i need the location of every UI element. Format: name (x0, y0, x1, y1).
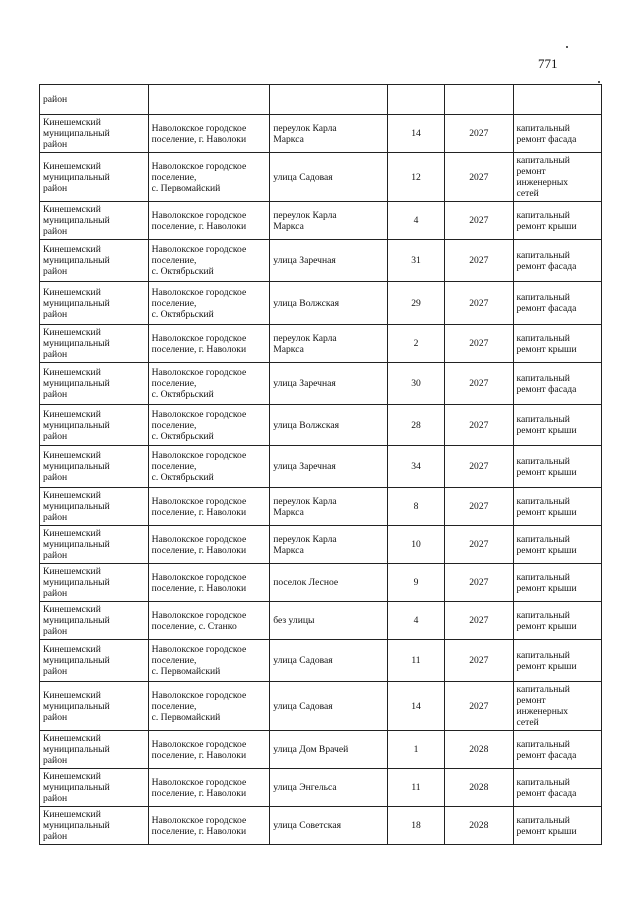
house-number-cell (387, 405, 444, 446)
street-cell (270, 282, 388, 325)
street-cell (270, 446, 388, 488)
year-cell-text: 2027 (469, 419, 489, 431)
year-cell-text: 2027 (469, 577, 489, 588)
house-number-cell-text: 12 (411, 171, 421, 183)
settlement-cell-text: Наволокское городское поселение, с. Первомайский (151, 160, 247, 194)
work-type-cell (513, 446, 602, 488)
district-cell (40, 640, 149, 682)
work-type-cell (513, 405, 602, 446)
street-cell (270, 405, 388, 446)
work-type-cell-text: капитальный ремонт фасада (516, 122, 577, 145)
year-cell-text: 2027 (469, 539, 489, 550)
district-cell (40, 564, 149, 602)
district-cell-text: Кинешемский муниципальный район (43, 204, 110, 237)
district-cell-text: Кинешемский муниципальный район (43, 644, 110, 677)
district-cell-text: Кинешемский муниципальный район (43, 733, 110, 766)
district-cell-text: Кинешемский муниципальный район (43, 809, 110, 842)
house-number-cell (387, 202, 444, 240)
street-cell-text: без улицы (273, 615, 315, 626)
year-cell (445, 405, 513, 446)
house-number-cell (387, 325, 444, 363)
district-cell (40, 602, 149, 640)
repair-schedule-table (39, 84, 602, 845)
house-number-cell-text: 18 (411, 820, 421, 831)
settlement-cell-text: Наволокское городское поселение, г. Наволоки (151, 533, 247, 556)
table-row (40, 405, 602, 446)
table-row (40, 115, 602, 153)
year-cell (445, 564, 513, 602)
house-number-cell (387, 446, 444, 488)
table-row (40, 240, 602, 282)
work-type-cell-text: капитальный ремонт инженерных сетей (516, 155, 570, 199)
year-cell-text: 2027 (469, 615, 489, 626)
street-cell-text: улица Дом Врачей (273, 744, 349, 755)
street-cell (270, 564, 388, 602)
district-cell (40, 731, 149, 769)
settlement-cell (148, 153, 270, 202)
year-cell (445, 202, 513, 240)
district-cell (40, 153, 149, 202)
house-number-cell-text: 2 (413, 338, 419, 349)
house-number-cell-text: 1 (413, 744, 419, 755)
settlement-cell (148, 363, 270, 405)
table-row (40, 526, 602, 564)
house-number-cell-text: 29 (411, 297, 421, 309)
street-cell-text: улица Заречная (273, 461, 336, 472)
year-cell (445, 769, 513, 807)
year-cell-text: 2027 (469, 655, 489, 666)
district-cell-text: Кинешемский муниципальный район (43, 566, 110, 599)
settlement-cell (148, 526, 270, 564)
table-row (40, 807, 602, 845)
work-type-cell-text: капитальный ремонт крыши (516, 332, 577, 355)
house-number-cell (387, 363, 444, 405)
district-cell (40, 488, 149, 526)
work-type-cell (513, 564, 602, 602)
street-cell-text: переулок Карла Маркса (273, 533, 337, 556)
settlement-cell-text: Наволокское городское поселение, г. Наволоки (151, 738, 247, 761)
settlement-cell (148, 325, 270, 363)
street-cell (270, 240, 388, 282)
settlement-cell (148, 115, 270, 153)
district-cell (40, 807, 149, 845)
district-cell-text: Кинешемский муниципальный район (43, 771, 110, 804)
house-number-cell (387, 240, 444, 282)
house-number-cell-text: 14 (411, 700, 421, 712)
house-number-cell (387, 282, 444, 325)
year-cell (445, 488, 513, 526)
house-number-cell (387, 602, 444, 640)
house-number-cell-text: 34 (411, 461, 421, 472)
work-type-cell-text: капитальный ремонт крыши (516, 814, 577, 837)
year-cell (445, 282, 513, 325)
work-type-cell-text: капитальный ремонт фасада (516, 292, 577, 314)
table-row (40, 564, 602, 602)
street-cell (270, 202, 388, 240)
district-cell (40, 325, 149, 363)
work-type-cell (513, 153, 602, 202)
house-number-cell (387, 807, 444, 845)
district-cell (40, 769, 149, 807)
district-cell: район (40, 85, 149, 115)
settlement-cell (148, 682, 270, 731)
year-cell (445, 731, 513, 769)
year-cell (445, 363, 513, 405)
street-cell-text: поселок Лесное (273, 577, 339, 588)
settlement-cell-text: Наволокское городское поселение, г. Наволоки (151, 571, 247, 594)
district-cell-text: Кинешемский муниципальный район (43, 160, 110, 194)
settlement-cell-text: Наволокское городское поселение, с. Октябрьский (151, 286, 247, 320)
work-type-cell-text: капитальный ремонт крыши (516, 455, 577, 478)
district-cell (40, 682, 149, 731)
district-cell-text: Кинешемский муниципальный район (43, 244, 110, 277)
house-number-cell (387, 640, 444, 682)
house-number-cell-text: 11 (411, 782, 421, 793)
house-number-cell (387, 85, 444, 115)
settlement-cell (148, 564, 270, 602)
street-cell-text: переулок Карла Маркса (273, 332, 337, 355)
settlement-cell-text: Наволокское городское поселение, г. Наволоки (151, 776, 247, 799)
street-cell-text: улица Заречная (273, 255, 336, 266)
street-cell (270, 769, 388, 807)
house-number-cell-text: 31 (411, 255, 421, 266)
table-row (40, 769, 602, 807)
year-cell-text: 2027 (469, 128, 489, 139)
street-cell (270, 325, 388, 363)
district-cell (40, 240, 149, 282)
table-row (40, 363, 602, 405)
street-cell-text: улица Энгельса (273, 782, 337, 793)
district-cell (40, 202, 149, 240)
settlement-cell (148, 769, 270, 807)
year-cell (445, 240, 513, 282)
settlement-cell-text: Наволокское городское поселение, г. Наволоки (151, 332, 247, 355)
settlement-cell-text: Наволокское городское поселение, с. Станко (151, 609, 247, 632)
street-cell-text: улица Советская (273, 820, 341, 831)
district-cell (40, 363, 149, 405)
year-cell-text: 2027 (469, 297, 489, 309)
district-cell (40, 446, 149, 488)
settlement-cell-text: Наволокское городское поселение, с. Октябрьский (151, 408, 247, 442)
street-cell (270, 807, 388, 845)
work-type-cell (513, 325, 602, 363)
year-cell-text: 2027 (469, 338, 489, 349)
house-number-cell-text: 9 (413, 577, 419, 588)
continued-row (40, 85, 602, 115)
settlement-cell-text: Наволокское городское поселение, с. Октябрьский (151, 450, 247, 483)
work-type-cell (513, 85, 602, 115)
settlement-cell (148, 405, 270, 446)
house-number-cell (387, 115, 444, 153)
settlement-cell (148, 202, 270, 240)
settlement-cell-text: Наволокское городское поселение, г. Наволоки (151, 122, 247, 145)
settlement-cell (148, 807, 270, 845)
street-cell (270, 731, 388, 769)
house-number-cell-text: 28 (411, 419, 421, 431)
work-type-cell-text: капитальный ремонт крыши (516, 571, 577, 594)
work-type-cell (513, 640, 602, 682)
district-cell-text: Кинешемский муниципальный район (43, 490, 110, 523)
year-cell-text: 2027 (469, 171, 489, 183)
year-cell (445, 446, 513, 488)
settlement-cell (148, 640, 270, 682)
work-type-cell-text: капитальный ремонт фасада (516, 372, 577, 395)
district-cell-text: Кинешемский муниципальный район (43, 286, 110, 320)
district-cell (40, 115, 149, 153)
work-type-cell-text: капитальный ремонт крыши (516, 495, 577, 518)
street-cell (270, 115, 388, 153)
district-cell-text: Кинешемский муниципальный район (43, 528, 110, 561)
year-cell (445, 85, 513, 115)
settlement-cell-text: Наволокское городское поселение, с. Октябрьский (151, 244, 247, 277)
year-cell (445, 526, 513, 564)
settlement-cell-text: Наволокское городское поселение, с. Первомайский (151, 644, 247, 677)
work-type-cell-text: капитальный ремонт крыши (516, 414, 577, 436)
work-type-cell-text: капитальный ремонт крыши (516, 209, 577, 232)
street-cell-text: улица Садовая (273, 655, 333, 666)
work-type-cell (513, 202, 602, 240)
work-type-cell (513, 115, 602, 153)
year-cell (445, 115, 513, 153)
street-cell-text: улица Волжская (273, 297, 340, 309)
work-type-cell (513, 488, 602, 526)
page-number: 771 (538, 56, 558, 71)
house-number-cell-text: 4 (413, 215, 419, 226)
table-row (40, 682, 602, 731)
street-cell-text: улица Волжская (273, 419, 340, 431)
house-number-cell-text: 4 (413, 615, 419, 626)
year-cell (445, 325, 513, 363)
work-type-cell (513, 682, 602, 731)
street-cell-text: переулок Карла Маркса (273, 122, 337, 145)
house-number-cell-text: 14 (411, 128, 421, 139)
settlement-cell (148, 446, 270, 488)
street-cell (270, 363, 388, 405)
street-cell-text: переулок Карла Маркса (273, 495, 337, 518)
work-type-cell (513, 282, 602, 325)
settlement-cell-text: Наволокское городское поселение, г. Наволоки (151, 495, 247, 518)
street-cell-text: улица Садовая (273, 171, 333, 183)
street-cell (270, 488, 388, 526)
settlement-cell-text: Наволокское городское поселение, г. Наволоки (151, 814, 247, 837)
work-type-cell-text: капитальный ремонт крыши (516, 533, 577, 556)
house-number-cell-text: 10 (411, 539, 421, 550)
district-cell-text: Кинешемский муниципальный район (43, 604, 110, 637)
district-cell-text: Кинешемский муниципальный район (43, 450, 110, 483)
settlement-cell (148, 731, 270, 769)
house-number-cell (387, 682, 444, 731)
table-row (40, 446, 602, 488)
street-cell-text: улица Садовая (273, 700, 333, 712)
year-cell-text: 2028 (469, 744, 489, 755)
table-row (40, 488, 602, 526)
settlement-cell-text: Наволокское городское поселение, с. Первомайский (151, 689, 247, 723)
scan-speck (598, 81, 600, 83)
work-type-cell (513, 526, 602, 564)
table-row (40, 282, 602, 325)
table-row (40, 202, 602, 240)
year-cell (445, 153, 513, 202)
work-type-cell (513, 769, 602, 807)
street-cell (270, 85, 388, 115)
settlement-cell-text: Наволокское городское поселение, г. Наволоки (151, 209, 247, 232)
street-cell (270, 153, 388, 202)
district-cell-text: Кинешемский муниципальный район (43, 408, 110, 442)
house-number-cell (387, 153, 444, 202)
settlement-cell (148, 85, 270, 115)
table-body (40, 85, 602, 845)
year-cell-text: 2028 (469, 782, 489, 793)
work-type-cell (513, 602, 602, 640)
house-number-cell (387, 769, 444, 807)
work-type-cell-text: капитальный ремонт инженерных сетей (516, 684, 570, 728)
work-type-cell-text: капитальный ремонт фасада (516, 738, 577, 761)
house-number-cell (387, 526, 444, 564)
street-cell-text: улица Заречная (273, 378, 336, 389)
district-cell-text: Кинешемский муниципальный район (43, 327, 110, 360)
house-number-cell-text: 11 (411, 655, 421, 666)
settlement-cell-text: Наволокское городское поселение, с. Октябрьский (151, 367, 247, 400)
house-number-cell-text: 30 (411, 378, 421, 389)
street-cell (270, 602, 388, 640)
work-type-cell (513, 240, 602, 282)
work-type-cell-text: капитальный ремонт крыши (516, 649, 577, 672)
work-type-cell-text: капитальный ремонт крыши (516, 609, 577, 632)
district-cell (40, 405, 149, 446)
year-cell (445, 682, 513, 731)
street-cell (270, 682, 388, 731)
settlement-cell (148, 282, 270, 325)
year-cell-text: 2027 (469, 215, 489, 226)
street-cell-text: переулок Карла Маркса (273, 209, 337, 232)
year-cell-text: 2028 (469, 820, 489, 831)
table-row (40, 640, 602, 682)
year-cell-text: 2027 (469, 700, 489, 712)
work-type-cell (513, 731, 602, 769)
year-cell-text: 2027 (469, 461, 489, 472)
table-row (40, 325, 602, 363)
year-cell (445, 640, 513, 682)
year-cell-text: 2027 (469, 501, 489, 512)
year-cell (445, 807, 513, 845)
year-cell-text: 2027 (469, 378, 489, 389)
year-cell-text: 2027 (469, 255, 489, 266)
house-number-cell (387, 731, 444, 769)
table-row (40, 602, 602, 640)
year-cell (445, 602, 513, 640)
street-cell (270, 640, 388, 682)
settlement-cell (148, 488, 270, 526)
district-cell-text: Кинешемский муниципальный район (43, 689, 110, 723)
work-type-cell-text: капитальный ремонт фасада (516, 249, 577, 272)
house-number-cell-text: 8 (413, 501, 419, 512)
district-cell (40, 526, 149, 564)
house-number-cell (387, 488, 444, 526)
district-cell-text: Кинешемский муниципальный район (43, 367, 110, 400)
settlement-cell (148, 240, 270, 282)
district-cell-text: Кинешемский муниципальный район (43, 117, 110, 150)
street-cell (270, 526, 388, 564)
work-type-cell (513, 363, 602, 405)
settlement-cell (148, 602, 270, 640)
work-type-cell (513, 807, 602, 845)
scan-speck (566, 46, 568, 48)
table-row (40, 731, 602, 769)
house-number-cell (387, 564, 444, 602)
district-cell (40, 282, 149, 325)
work-type-cell-text: капитальный ремонт фасада (516, 776, 577, 799)
table-row (40, 153, 602, 202)
